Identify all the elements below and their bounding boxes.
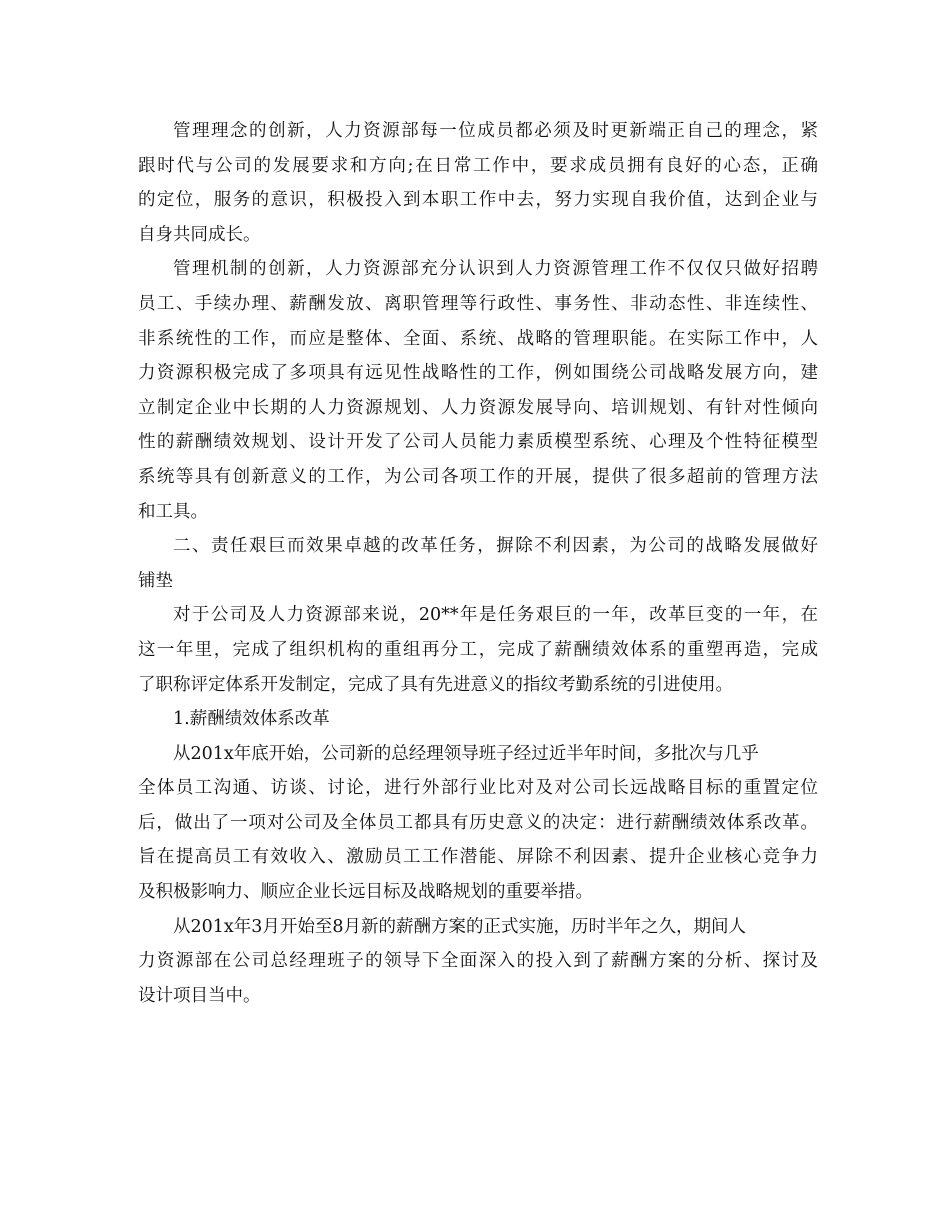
text-line: 力资源积极完成了多项具有远见性战略性的工作，例如围绕公司战略发展方向，建 bbox=[138, 363, 818, 384]
text-line: 的定位，服务的意识，积极投入到本职工作中去，努力实现自我价值，达到企业与 bbox=[138, 190, 818, 211]
text-line: 及积极影响力、顺应企业长远目标及战略规划的重要举措。 bbox=[138, 882, 593, 903]
paragraph-management-concept bbox=[138, 114, 818, 252]
text-line: 管理理念的创新，人力资源部每一位成员都必须及时更新端正自己的理念，紧 bbox=[173, 121, 818, 141]
text-line: 从201x年底开始，公司新的总经理领导班子经过近半年时间，多批次与几乎 bbox=[173, 743, 759, 764]
text-line: 了职称评定体系开发制定，完成了具有先进意义的指纹考勤系统的引进使用。 bbox=[138, 674, 733, 695]
text-line: 和工具。 bbox=[138, 501, 208, 522]
text-line: 立制定企业中长期的人力资源规划、人力资源发展导向、培训规划、有针对性倾向 bbox=[138, 397, 818, 418]
text-line: 自身共同成长。 bbox=[138, 224, 261, 245]
text-line: 性的薪酬绩效规划、设计开发了公司人员能力素质模型系统、心理及个性特征模型 bbox=[138, 432, 818, 453]
text-line: 旨在提高员工有效收入、激励员工工作潜能、屏除不利因素、提升企业核心竞争力 bbox=[138, 847, 818, 868]
text-line: 力资源部在公司总经理班子的领导下全面深入的投入到了薪酬方案的分析、探讨及 bbox=[138, 951, 818, 972]
text-line: 全体员工沟通、访谈、讨论，进行外部行业比对及对公司长远战略目标的重置定位 bbox=[138, 778, 818, 799]
text-line: 管理机制的创新，人力资源部充分认识到人力资源管理工作不仅仅只做好招聘 bbox=[173, 259, 818, 280]
text-line: 设计项目当中。 bbox=[138, 985, 261, 1006]
text-line: 系统等具有创新意义的工作，为公司各项工作的开展，提供了很多超前的管理方法 bbox=[138, 466, 818, 487]
section-heading-reform bbox=[138, 529, 818, 598]
text-line: 跟时代与公司的发展要求和方向;在日常工作中，要求成员拥有良好的心态，正确 bbox=[138, 155, 818, 176]
text-line: 二、责任艰巨而效果卓越的改革任务，摒除不利因素，为公司的战略发展做好 bbox=[173, 536, 818, 557]
paragraph-reform-timeline bbox=[138, 910, 818, 1014]
paragraph-management-mechanism bbox=[138, 252, 818, 529]
document-body bbox=[138, 114, 818, 1013]
paragraph-year-summary bbox=[138, 598, 818, 702]
text-line: 员工、手续办理、薪酬发放、离职管理等行政性、事务性、非动态性、非连续性、 bbox=[138, 293, 818, 314]
text-line: 从201x年3月开始至8月新的薪酬方案的正式实施，历时半年之久，期间人 bbox=[173, 916, 747, 937]
text-line: 非系统性的工作，而应是整体、全面、系统、战略的管理职能。在实际工作中，人 bbox=[138, 328, 818, 349]
text-line: 1.薪酬绩效体系改革 bbox=[173, 709, 330, 730]
text-line: 这一年里，完成了组织机构的重组再分工，完成了薪酬绩效体系的重塑再造，完成 bbox=[138, 639, 818, 660]
text-line: 后，做出了一项对公司及全体员工都具有历史意义的决定：进行薪酬绩效体系改革。 bbox=[138, 812, 818, 833]
text-line: 对于公司及人力资源部来说，20**年是任务艰巨的一年，改革巨变的一年，在 bbox=[173, 605, 818, 626]
subheading-salary-reform bbox=[138, 702, 818, 737]
paragraph-reform-background bbox=[138, 737, 818, 910]
text-line: 铺垫 bbox=[138, 570, 173, 591]
